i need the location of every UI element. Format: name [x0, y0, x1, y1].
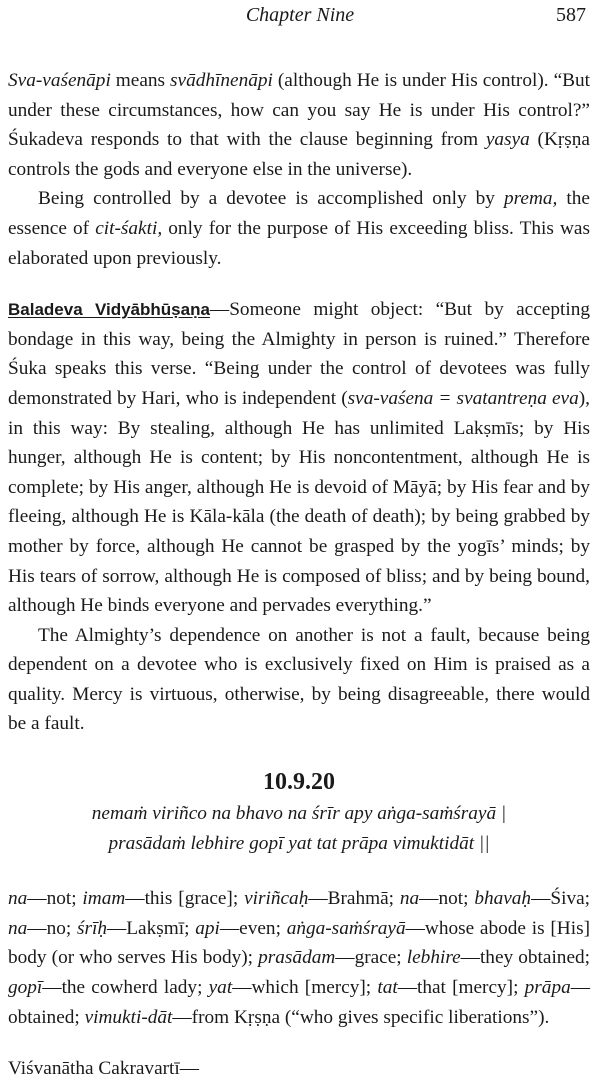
- synonym-meaning: —they obtained;: [460, 947, 590, 969]
- commentary-paragraph-4: The Almighty’s dependence on another is not a fault, because being dependent on a devotee who is exclusively fixed on Him is praised as a quality. Mercy is virtuous, otherwise, by being disagreeable, there would be a fault.: [8, 624, 590, 735]
- synonym-word: na: [399, 888, 420, 910]
- synonym-meaning: —whose abode is [His] body (or who serves His body);: [8, 917, 590, 969]
- synonym-meaning: —Lakṣmī;: [107, 917, 196, 939]
- synonym-word: imam: [82, 888, 126, 910]
- sanskrit-term: cit-śakti,: [95, 217, 163, 239]
- synonym-word: viriñcaḥ: [244, 888, 309, 910]
- synonym-meaning: —this [grace];: [125, 888, 245, 910]
- running-header: [0, 2, 600, 32]
- synonym-word: gopī: [8, 977, 43, 999]
- word-for-word-synonyms: [8, 884, 590, 1032]
- synonym-meaning: —not;: [27, 888, 83, 910]
- chapter-title: Chapter Nine: [245, 4, 355, 26]
- sanskrit-term: svādhīnenāpi: [170, 70, 273, 91]
- synonym-meaning: —Śiva;: [531, 888, 590, 910]
- body-text: [8, 66, 590, 1084]
- commentator-name: Baladeva Vidyābhūṣaṇa: [8, 300, 210, 320]
- commentary-paragraph-2: Being controlled by a devotee is accomplished only by prema, the essence of cit-śakti, only for the purpose of His exceeding bliss. This was elaborated upon previously.: [8, 188, 590, 269]
- synonym-meaning: —Brahmā;: [308, 888, 400, 910]
- synonym-word: vimukti-dāt: [84, 1006, 173, 1028]
- page-number: 587: [556, 4, 586, 26]
- synonym-word: bhavaḥ: [474, 888, 532, 910]
- paragraph-gap: [8, 273, 590, 295]
- synonym-meaning: —that [mercy];: [397, 977, 525, 999]
- synonym-word: śrīḥ: [76, 917, 107, 939]
- synonym-meaning: —grace;: [335, 947, 407, 969]
- synonym-word: prasādam: [258, 947, 336, 969]
- synonym-word: tat: [377, 977, 398, 999]
- synonym-meaning: —from Kṛṣṇa (“who gives specific liberations”).: [172, 1006, 550, 1028]
- sanskrit-term: Sva-vaśenāpi: [8, 70, 111, 91]
- synonym-meaning: —the cowherd lady;: [42, 977, 209, 999]
- commentary-paragraph-baladeva: Baladeva Vidyābhūṣaṇa—Someone might object: “But by accepting bondage in this way, being the Almighty in person is ruined.” Therefore Śuka speaks this verse. “Being under the control of devotees was fully demonstrated by Hari, who is independent (sva-vaśena = svatantreṇa eva), in this way: By stealing, although He has unlimited Lakṣmīs; by His hunger, although He is content; by His noncontentment, although He is complete; by His anger, although He is devoid of Māyā; by His fear and by fleeing, although He is Kāla-kāla (the death of death); by being grabbed by mother by force, although He cannot be grasped by the yogīs’ minds; by His tears of sorrow, although He is composed of bliss; and by being bound, although He binds everyone and pervades everything.”: [8, 299, 591, 617]
- synonym-word: api: [195, 917, 220, 939]
- sanskrit-term: prema,: [503, 188, 558, 210]
- sanskrit-term: yasya: [485, 129, 530, 151]
- synonym-meaning: —obtained;: [8, 977, 591, 1028]
- synonym-meaning: —no;: [27, 917, 77, 939]
- synonym-word: na: [8, 888, 28, 910]
- verse-line-2: prasādaṁ lebhire gopī yat tat prāpa vimuktidāt ||: [108, 832, 490, 854]
- synonym-word: yat: [208, 977, 233, 999]
- verse-line-1: nemaṁ viriñco na bhavo na śrīr apy aṅga-saṁśrayā |: [91, 803, 507, 825]
- sanskrit-term: sva-vaśena = svatantreṇa eva: [347, 387, 579, 409]
- commentary-paragraph-1: Sva-vaśenāpi means svādhīnenāpi (although He is under His control). “But under these circumstances, how can you say He is under His control?” Śukadeva responds to that with the clause beginning from yasya (Kṛṣṇa controls the gods and everyone else in the universe).: [8, 70, 590, 180]
- synonym-meaning: —not;: [419, 888, 475, 910]
- synonym-word: lebhire: [406, 947, 461, 969]
- synonym-word: prāpa: [524, 977, 571, 999]
- synonym-meaning: —even;: [219, 917, 287, 939]
- verse-number: 10.9.20: [263, 769, 335, 796]
- synonym-word: aṅga-saṁśrayā: [286, 917, 406, 939]
- next-commentator: Viśvanātha Cakravartī—: [8, 1058, 200, 1080]
- synonym-word: na: [8, 917, 28, 939]
- synonym-meaning: —which [mercy];: [232, 977, 378, 999]
